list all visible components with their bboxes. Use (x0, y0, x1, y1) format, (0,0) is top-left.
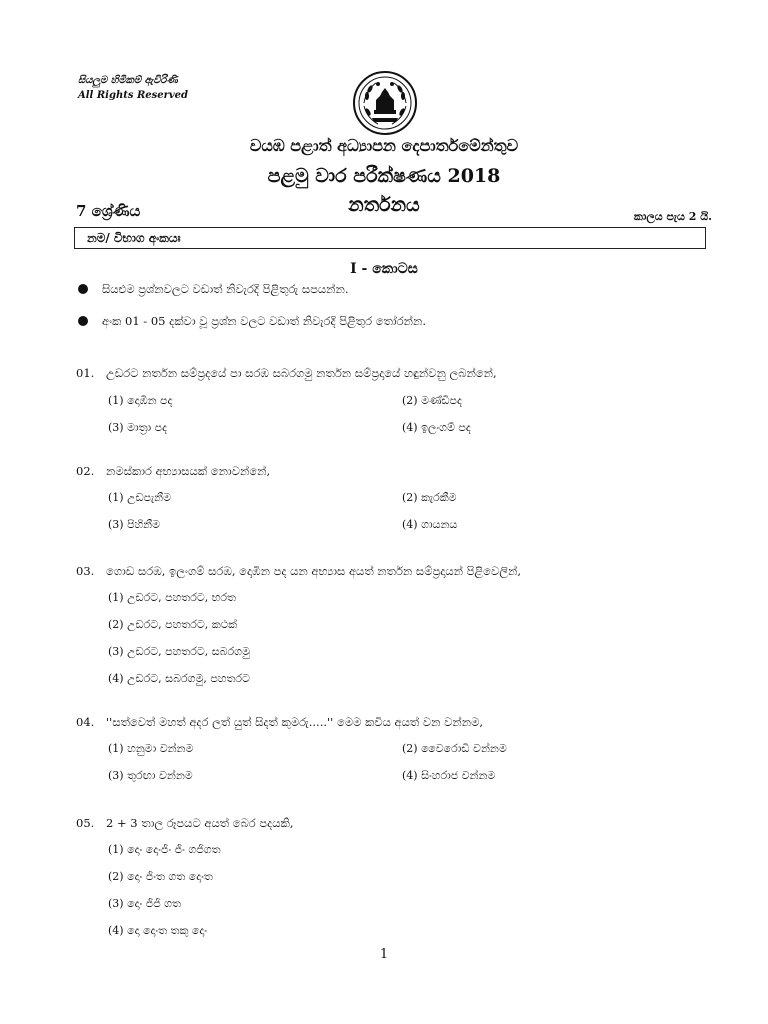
option-item: (4) ගායනය (402, 518, 458, 531)
option-item: (2) උඩරට, පහතරට, කථක් (108, 618, 238, 631)
option-item: (3) මාත්‍රා පද (108, 421, 167, 434)
department-name: වයඹ පළාත් අධ්‍යාපන දෙපාර්තමේන්තුව (249, 136, 519, 155)
copyright-notice (78, 74, 188, 103)
option-item: (3) තුරඟා වන්නම (108, 769, 193, 782)
grade-label: 7 ශ්‍රේණිය (76, 202, 141, 220)
option-item: (1) හනුමා වන්නම (108, 742, 194, 755)
question-number: 05. (76, 816, 95, 830)
rights-english: All Rights Reserved (78, 89, 189, 101)
bullet-icon (78, 284, 88, 294)
name-index-label: නම/ විභාග අංකයඃ (87, 231, 181, 245)
question-number: 04. (76, 715, 95, 729)
question-number: 02. (76, 464, 95, 478)
question-05 (76, 816, 294, 831)
question-03 (76, 564, 521, 579)
government-emblem-icon (352, 70, 418, 136)
question-01 (76, 366, 497, 381)
option-item: (1) උඩපැනීම (108, 491, 171, 504)
question-text: 2 + 3 තාල රූපයට අයත් බෙර පදයකි, (106, 816, 294, 830)
option-item: (2) කැරකීම (402, 491, 457, 504)
part-title: I - කොටස (350, 261, 418, 277)
option-item: (2) මණ්ඩිපද (402, 394, 462, 407)
option-item: (1) දොං දොංජිං ජිං ගජිගත (108, 843, 221, 856)
option-item: (4) ඉලංගම් පද (402, 421, 471, 434)
name-index-box[interactable] (74, 227, 706, 249)
page-number: 1 (379, 947, 389, 962)
option-item: (1) දොඹින පද (108, 394, 173, 407)
question-text: නමස්කාර අභ්‍යාසයක් නොවන්නේ, (106, 464, 271, 478)
option-item: (4) උඩරට, සබරගමු, පහතරට (108, 672, 250, 685)
option-item: (2) දොං ජිංත ගත දොංත (108, 870, 213, 883)
option-item: (3) දොං ජිජි ගත (108, 897, 181, 910)
question-text: ''සත්වෙත් මහත් අදර ලත් යුත් සිදත් කුමරු.....'' මෙම කවිය අයත් වන වන්නම, (106, 715, 484, 729)
option-item: (3) පිහිනීම (108, 518, 161, 531)
option-item: (1) උඩරට, පහතරට, භරත (108, 591, 236, 604)
question-text: උඩරට නර්තන සම්ප්‍රදයේ පා සරඹ සබරගමු නර්තන සම්ප්‍රදායේ හඳුන්වනු ලබන්නේ, (106, 366, 497, 380)
question-04 (76, 715, 483, 730)
option-item: (2) වෛරොඩි වන්නම (402, 742, 507, 755)
option-item: (4) සිංහරාජ වන්නම (402, 769, 496, 782)
exam-title: පළමු වාර පරීක්ෂණය 2018 (267, 165, 501, 187)
instruction-item: සියළුම ප්‍රශ්නවලට වඩාත් නිවැරදි පිළිතුරු සපයන්න. (78, 282, 348, 297)
subject-title: නර්තනය (348, 194, 420, 216)
time-allowed: කාලය පැය 2 යි. (633, 210, 712, 223)
bullet-icon (78, 316, 88, 326)
question-number: 03. (76, 564, 95, 578)
question-02 (76, 464, 270, 479)
option-item: (4) දො දොංත තකු දොං (108, 924, 208, 937)
rights-sinhala: සියලුම හිමිකම් ඇවිරිණි (78, 75, 178, 86)
option-item: (3) උඩරට, පහතරට, සබරගමු (108, 645, 250, 658)
instruction-item: අංක 01 - 05 දක්වා වූ ප්‍රශ්න වලට වඩාත් නිවැරදි පිළිතුර තෝරන්න. (78, 314, 426, 329)
question-number: 01. (76, 366, 95, 380)
question-text: ගොඩ සරඹ, ඉලංගම් සරඹ, දොඹින පද යන අභ්‍යාස අයත් නර්තන සම්ප්‍රදායන් පිළිවෙලින්, (106, 564, 522, 578)
